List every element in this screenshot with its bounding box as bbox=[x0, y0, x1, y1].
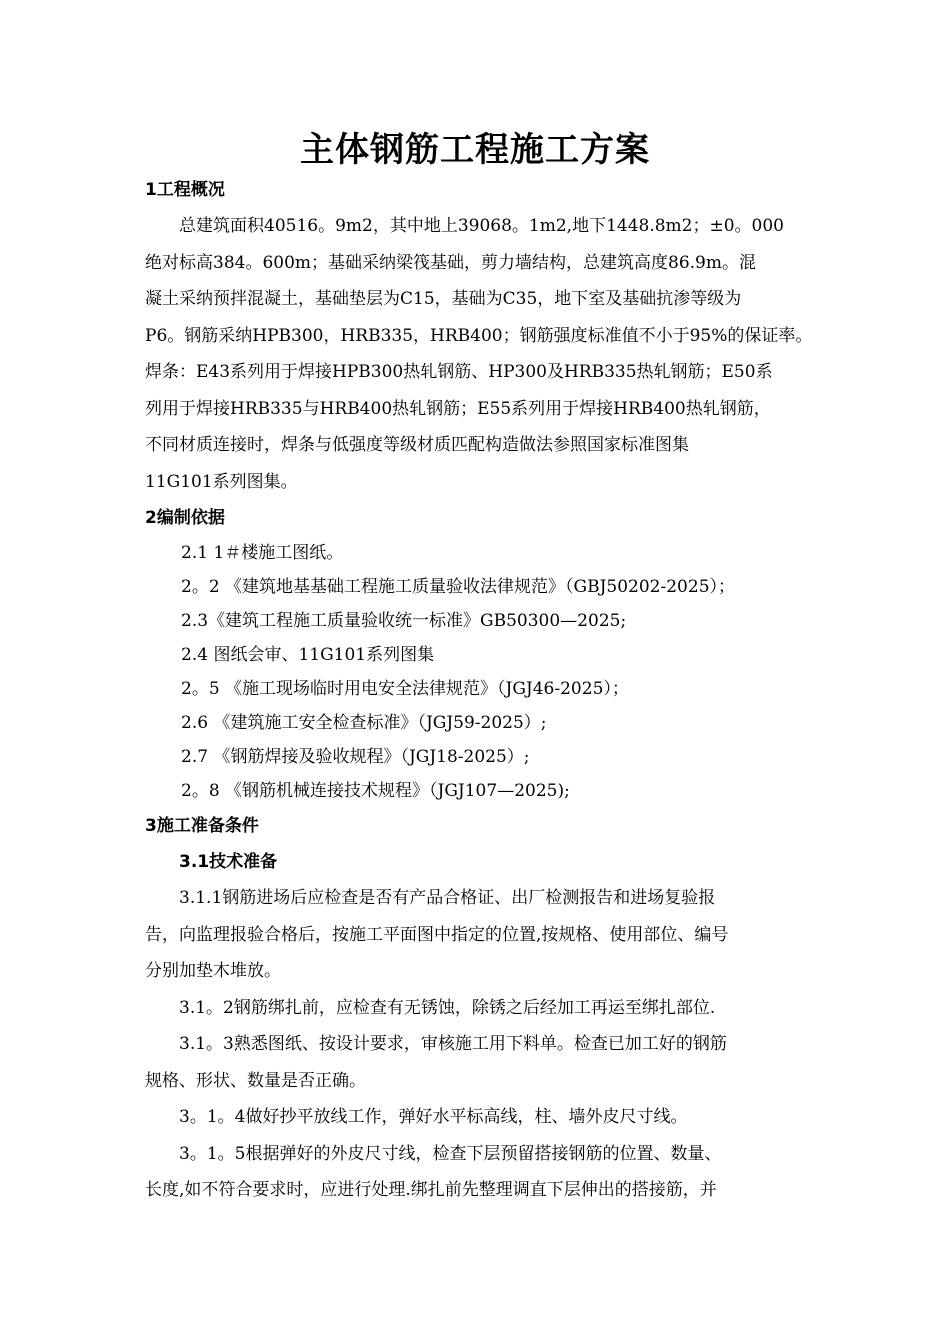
text-line: 3.1.1钢筋进场后应检查是否有产品合格证、出厂检测报告和进场复验报 bbox=[179, 888, 716, 908]
text-line: 凝土采纳预拌混凝土，基础垫层为C15，基础为C35，地下室及基础抗渗等级为 bbox=[145, 289, 742, 309]
text-line: 长度,如不符合要求时，应进行处理.绑扎前先整理调直下层伸出的搭接筋，并 bbox=[145, 1180, 717, 1200]
text-line: 3.1。3熟悉图纸、按设计要求，审核施工用下料单。检查已加工好的钢筋 bbox=[179, 1034, 727, 1054]
paragraph-3-1-3 bbox=[145, 1026, 815, 1099]
list-item: 2。8 《钢筋机械连接技术规程》（JGJ107—2025); bbox=[181, 781, 570, 801]
list-item: 2.1 1＃楼施工图纸。 bbox=[181, 543, 344, 563]
text-line: 焊条：E43系列用于焊接HPB300热轧钢筋、HP300及HRB335热轧钢筋；E50系 bbox=[145, 362, 773, 382]
text-line: 3.1。2钢筋绑扎前，应检查有无锈蚀，除锈之后经加工再运至绑扎部位. bbox=[179, 997, 716, 1018]
text-line: 不同材质连接时，焊条与低强度等级材质匹配构造做法参照国家标准图集 bbox=[145, 435, 689, 455]
list-item: 2.6 《建筑施工安全检查标准》（JGJ59-2025）; bbox=[181, 713, 547, 733]
section-heading-overview: 1工程概况 bbox=[145, 180, 225, 200]
paragraph-overview bbox=[145, 208, 815, 500]
list-item: 2。2 《建筑地基基础工程施工质量验收法律规范》（GBJ50202-2025）； bbox=[181, 577, 736, 597]
text-line: 3。1。5根据弹好的外皮尺寸线，检查下层预留搭接钢筋的位置、数量、 bbox=[179, 1143, 722, 1164]
text-line: 绝对标高384。600m；基础采纳梁筏基础，剪力墙结构，总建筑高度86.9m。混 bbox=[145, 252, 756, 273]
text-line: 总建筑面积40516。9m2，其中地上39068。1m2,地下1448.8m2；±0。000 bbox=[179, 216, 784, 236]
paragraph-3-1-5 bbox=[145, 1136, 815, 1209]
text-line: 3。1。4做好抄平放线工作，弹好水平标高线，柱、墙外皮尺寸线。 bbox=[179, 1107, 688, 1127]
section-heading-preparation: 3施工准备条件 bbox=[145, 816, 259, 836]
text-line: 11G101系列图集。 bbox=[145, 471, 298, 492]
paragraph-3-1-4 bbox=[145, 1099, 815, 1136]
document-body bbox=[145, 172, 815, 1209]
text-line: 列用于焊接HRB335与HRB400热轧钢筋；E55系列用于焊接HRB400热轧钢筋， bbox=[145, 398, 771, 419]
text-line: 规格、形状、数量是否正确。 bbox=[145, 1070, 366, 1091]
list-item: 2.3《建筑工程施工质量验收统一标准》GB50300—2025; bbox=[181, 611, 627, 631]
document-title: 主体钢筋工程施工方案 bbox=[300, 130, 650, 170]
list-item: 2.7 《钢筋焊接及验收规程》（JGJ18-2025）; bbox=[181, 747, 530, 767]
section-heading-basis: 2编制依据 bbox=[145, 508, 225, 528]
text-line: P6。钢筋采纳HPB300，HRB335，HRB400；钢筋强度标准值不小于95%的保证率。 bbox=[145, 325, 813, 346]
paragraph-3-1-2 bbox=[145, 990, 815, 1027]
paragraph-3-1-1 bbox=[145, 880, 815, 990]
list-item: 2。5 《施工现场临时用电安全法律规范》（JGJ46-2025）； bbox=[181, 679, 629, 699]
text-line: 分别加垫木堆放。 bbox=[145, 961, 281, 981]
subsection-heading-technical: 3.1技术准备 bbox=[179, 852, 278, 872]
text-line: 告，向监理报验合格后，按施工平面图中指定的位置,按规格、使用部位、编号 bbox=[145, 924, 729, 945]
list-item: 2.4 图纸会审、11G101系列图集 bbox=[181, 645, 435, 665]
